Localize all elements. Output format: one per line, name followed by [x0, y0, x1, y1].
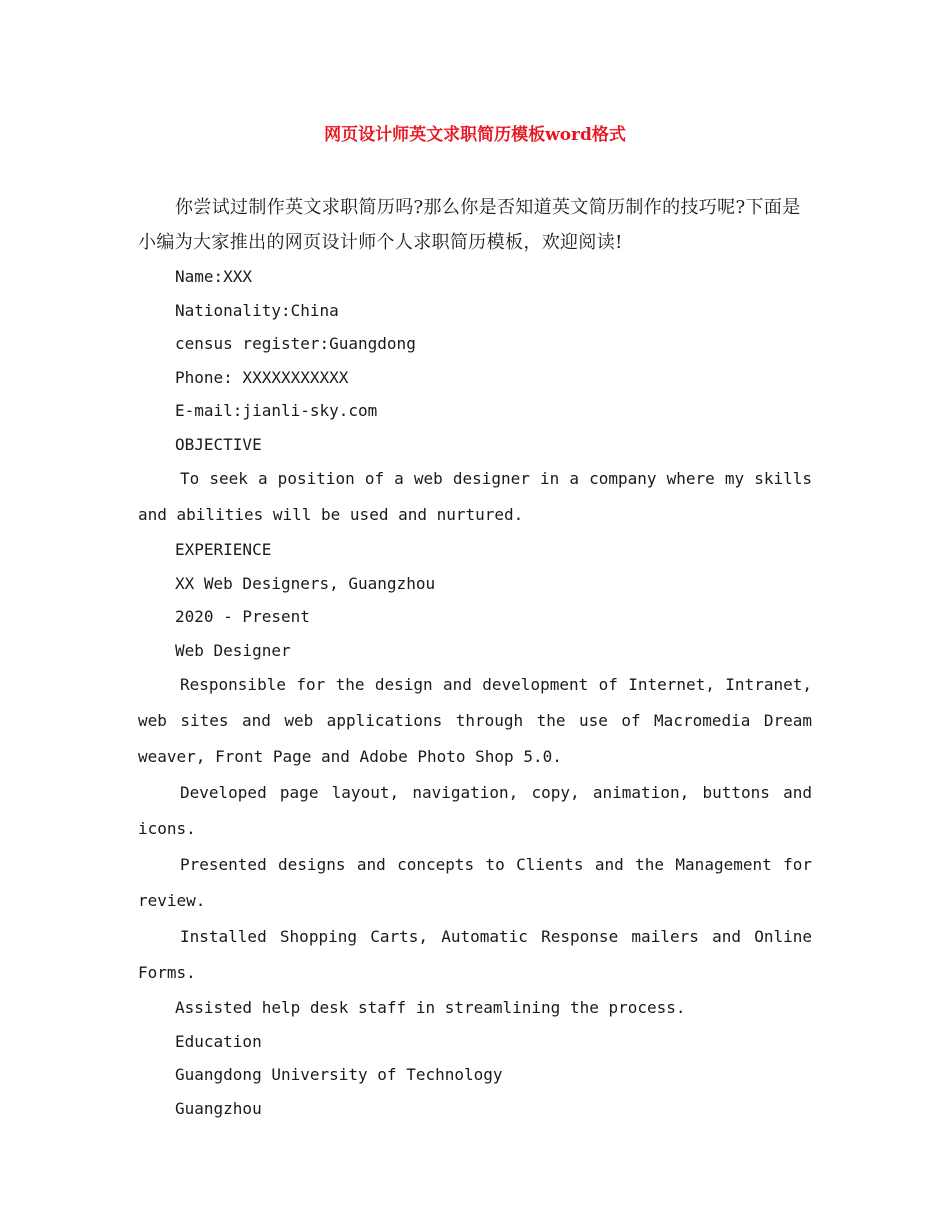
school-line: Guangdong University of Technology	[175, 1065, 503, 1084]
education-heading: Education	[175, 1031, 262, 1051]
duty-item: Installed Shopping Carts, Automatic Response mailers and Online Forms.	[138, 927, 812, 982]
phone-line: Phone: XXXXXXXXXXX	[175, 367, 349, 387]
name-line: Name:XXX	[175, 267, 253, 286]
duty-item: Presented designs and concepts to Clients and the Management for review.	[138, 855, 812, 910]
city-line: Guangzhou	[175, 1098, 262, 1118]
nationality-line: Nationality:China	[175, 300, 339, 320]
duty-item: Assisted help desk staff in streamlining the process.	[175, 998, 686, 1017]
experience-heading: EXPERIENCE	[175, 540, 272, 559]
email-line: E-mail:jianli-sky.com	[175, 401, 378, 420]
period-line: 2020 - Present	[175, 607, 310, 626]
intro-paragraph: 你尝试过制作英文求职简历吗?那么你是否知道英文简历制作的技巧呢?下面是小编为大家推出的网页设计师个人求职简历模板，欢迎阅读!	[138, 197, 801, 253]
duty-item: Responsible for the design and development of Internet, Intranet, web sites and web applications through the use of Macromedia Dream weaver, Front Page and Adobe Photo Shop 5.0.	[138, 675, 812, 766]
objective-text: To seek a position of a web designer in a company where my skills and abilities will be used and nurtured.	[138, 469, 812, 524]
document-title: 网页设计师英文求职简历模板word格式	[324, 125, 626, 145]
role-line: Web Designer	[175, 640, 291, 660]
objective-heading: OBJECTIVE	[175, 434, 262, 454]
company-line: XX Web Designers, Guangzhou	[175, 573, 436, 593]
duty-item: Developed page layout, navigation, copy, animation, buttons and icons.	[138, 783, 812, 838]
census-line: census register:Guangdong	[175, 334, 416, 353]
document-body	[138, 190, 812, 1125]
